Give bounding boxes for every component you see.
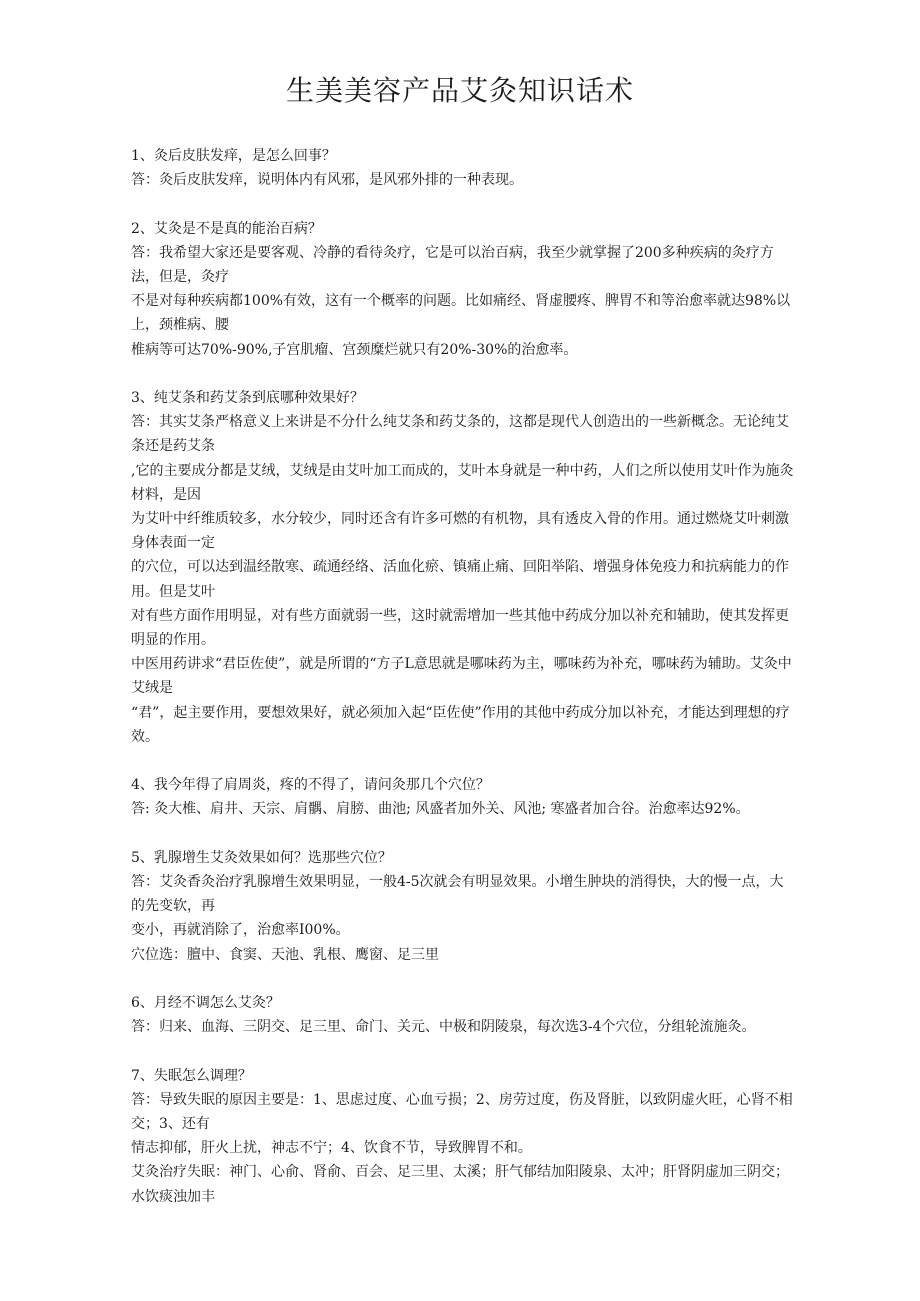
question-line: 2、艾灸是不是真的能治百病？ xyxy=(131,220,322,237)
question-line: 3、纯艾条和药艾条到底哪种效果好？ xyxy=(131,390,364,406)
question-line: 6、月经不调怎么艾灸？ xyxy=(131,995,280,1012)
answer-line: 答：我希望大家还是要客观、冷静的看待灸疗，它是可以治百病，我至少就掌握了200多种疾病的灸疗方法，但是，灸疗 xyxy=(131,244,774,285)
answer-line: 艾灸治疗失眠：神门、心俞、肾俞、百会、足三里、太溪；肝气郁结加阳陵泉、太冲；肝肾阴虚加三阴交；水饮痰浊加丰 xyxy=(131,1164,789,1205)
answer-line: 答：其实艾条严格意义上来讲是不分什么纯艾条和药艾条的，这都是现代人创造出的一些新概念。无论纯艾条还是药艾条 xyxy=(131,414,789,455)
qa-section xyxy=(131,217,797,362)
qa-section xyxy=(131,144,797,192)
answer-line: 的穴位，可以达到温经散寒、疏通经络、活血化瘀、镇痛止痛、回阳举陷、增强身体免疫力和抗病能力的作用。但是艾叶 xyxy=(131,559,789,600)
answer-line: 答：归来、血海、三阴交、足三里、命门、关元、中极和阴陵泉，每次选3-4个穴位，分组轮流施灸。 xyxy=(131,1019,756,1036)
document-title: 生美美容产品艾灸知识话术 xyxy=(285,73,634,107)
answer-line: 不是对每种疾病都100%有效，这有一个概率的问题。比如痛经、肾虚腰疼、脾胃不和等治愈率就达98%以上，颈椎病、腰 xyxy=(131,293,791,334)
answer-line: ,它的主要成分都是艾绒，艾绒是由艾叶加工而成的，艾叶本身就是一种中药，人们之所以使用艾叶作为施灸材料，是因 xyxy=(131,462,794,503)
answer-line: 变小，再就消除了，治愈率I00%。 xyxy=(131,922,350,939)
answer-line: 答：导致失眠的原因主要是：1、思虑过度、心血亏损；2、房劳过度，伤及肾脏，以致阴虚火旺，心肾不相交；3、还有 xyxy=(131,1091,793,1133)
answer-line: 答：艾灸香灸治疗乳腺增生效果明显，一般4-5次就会有明显效果。小增生肿块的消得快，大的慢一点，大的先变软，再 xyxy=(131,874,784,915)
answer-line: 中医用药讲求“君臣佐使”，就是所谓的“方子L意思就是哪味药为主，哪味药为补充，哪味药为辅助。艾灸中艾绒是 xyxy=(131,656,792,697)
answer-line: 答: 灸大椎、肩井、天宗、肩髃、肩膀、曲池; 风盛者加外关、风池; 寒盛者加合谷。治愈率达92%。 xyxy=(131,801,750,818)
answer-line: 情志抑郁，肝火上扰，神志不宁；4、饮食不节，导致脾胃不和。 xyxy=(131,1140,532,1157)
question-line: 4、我今年得了肩周炎，疼的不得了，请问灸那几个穴位？ xyxy=(131,777,490,794)
question-line: 5、乳腺增生艾灸效果如何？选那些穴位？ xyxy=(131,849,392,866)
answer-line: 椎病等可达70%-90%,子宫肌瘤、宫颈糜烂就只有20%-30%的治愈率。 xyxy=(131,341,578,358)
answer-line: 对有些方面作用明显，对有些方面就弱一些，这时就需增加一些其他中药成分加以补充和辅助，使其发挥更明显的作用。 xyxy=(131,607,789,649)
answer-line: “君”，起主要作用，要想效果好，就必须加入起“臣佐使”作用的其他中药成分加以补充，才能达到理想的疗效。 xyxy=(131,704,790,745)
question-line: 7、失眠怎么调理？ xyxy=(131,1067,252,1084)
answer-line: 穴位选：膻中、食窦、天池、乳根、鹰窗、足三里 xyxy=(131,946,439,963)
answer-line: 答：灸后皮肤发痒，说明体内有风邪，是风邪外排的一种表现。 xyxy=(131,172,523,189)
qa-section xyxy=(131,773,797,821)
qa-section xyxy=(131,846,797,967)
question-line: 1、灸后皮肤发痒，是怎么回事？ xyxy=(131,148,336,164)
qa-section xyxy=(131,1064,797,1209)
answer-line: 为艾叶中纤维质较多，水分较少，同时还含有许多可燃的有机物，具有透皮入骨的作用。通过燃烧艾叶刺激身体表面一定 xyxy=(131,511,789,552)
document-body xyxy=(131,144,797,1233)
qa-section xyxy=(131,991,797,1039)
qa-section xyxy=(131,386,797,749)
